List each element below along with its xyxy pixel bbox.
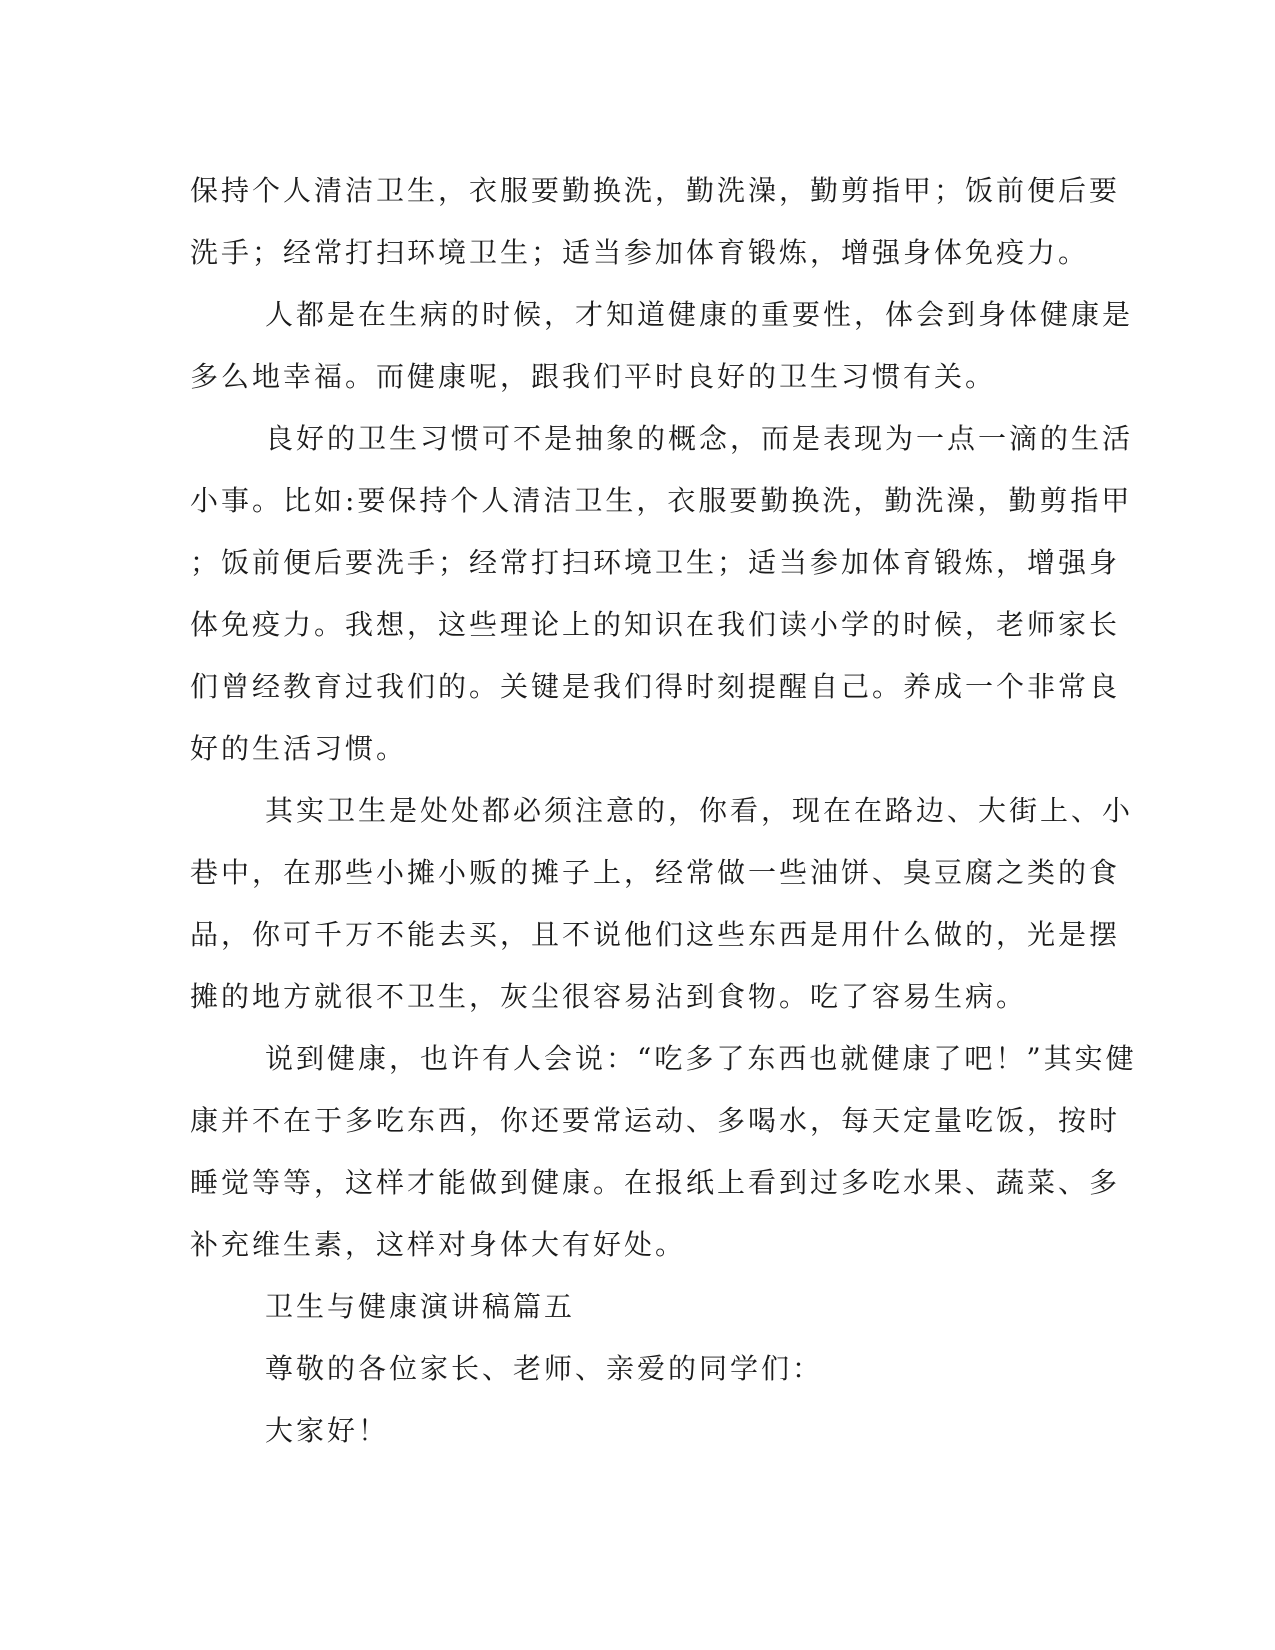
greeting-text: 大家好！ <box>265 1414 390 1447</box>
document-body <box>190 160 1137 1462</box>
paragraph <box>190 284 1134 408</box>
text-line: 多么地幸福。而健康呢，跟我们平时良好的卫生习惯有关。 <box>190 360 997 393</box>
text-line: 巷中，在那些小摊小贩的摊子上，经常做一些油饼、臭豆腐之类的食 <box>190 856 1121 889</box>
salutation <box>190 1338 1090 1400</box>
text-line: 摊的地方就很不卫生，灰尘很容易沾到食物。吃了容易生病。 <box>190 980 1028 1013</box>
paragraph <box>190 160 1121 284</box>
text-line: ；饭前便后要洗手；经常打扫环境卫生；适当参加体育锻炼，增强身 <box>190 546 1121 579</box>
section-heading <box>190 1276 1090 1338</box>
text-line: 其实卫生是处处都必须注意的，你看，现在在路边、大街上、小 <box>265 794 1134 827</box>
paragraph <box>190 780 1134 1028</box>
paragraph <box>190 408 1134 780</box>
text-line: 们曾经教育过我们的。关键是我们得时刻提醒自己。养成一个非常良 <box>190 670 1121 703</box>
text-line: 补充维生素，这样对身体大有好处。 <box>190 1228 687 1261</box>
text-line: 小事。比如:要保持个人清洁卫生，衣服要勤换洗，勤洗澡，勤剪指甲 <box>190 484 1133 517</box>
text-line: 好的生活习惯。 <box>190 732 408 765</box>
text-line: 康并不在于多吃东西，你还要常运动、多喝水，每天定量吃饭，按时 <box>190 1104 1121 1137</box>
text-line: 品，你可千万不能去买，且不说他们这些东西是用什么做的，光是摆 <box>190 918 1121 951</box>
salutation-text: 尊敬的各位家长、老师、亲爱的同学们： <box>265 1352 824 1385</box>
text-line: 说到健康，也许有人会说：“吃多了东西也就健康了吧！”其实健 <box>265 1042 1137 1075</box>
text-line: 人都是在生病的时候，才知道健康的重要性，体会到身体健康是 <box>265 298 1134 331</box>
text-line: 保持个人清洁卫生，衣服要勤换洗，勤洗澡，勤剪指甲；饭前便后要 <box>190 174 1121 207</box>
greeting <box>190 1400 1090 1462</box>
text-line: 体免疫力。我想，这些理论上的知识在我们读小学的时候，老师家长 <box>190 608 1121 641</box>
heading-text: 卫生与健康演讲稿篇五 <box>265 1290 576 1323</box>
text-line: 洗手；经常打扫环境卫生；适当参加体育锻炼，增强身体免疫力。 <box>190 236 1090 269</box>
text-line: 睡觉等等，这样才能做到健康。在报纸上看到过多吃水果、蔬菜、多 <box>190 1166 1121 1199</box>
text-line: 良好的卫生习惯可不是抽象的概念，而是表现为一点一滴的生活 <box>265 422 1134 455</box>
paragraph <box>190 1028 1137 1276</box>
